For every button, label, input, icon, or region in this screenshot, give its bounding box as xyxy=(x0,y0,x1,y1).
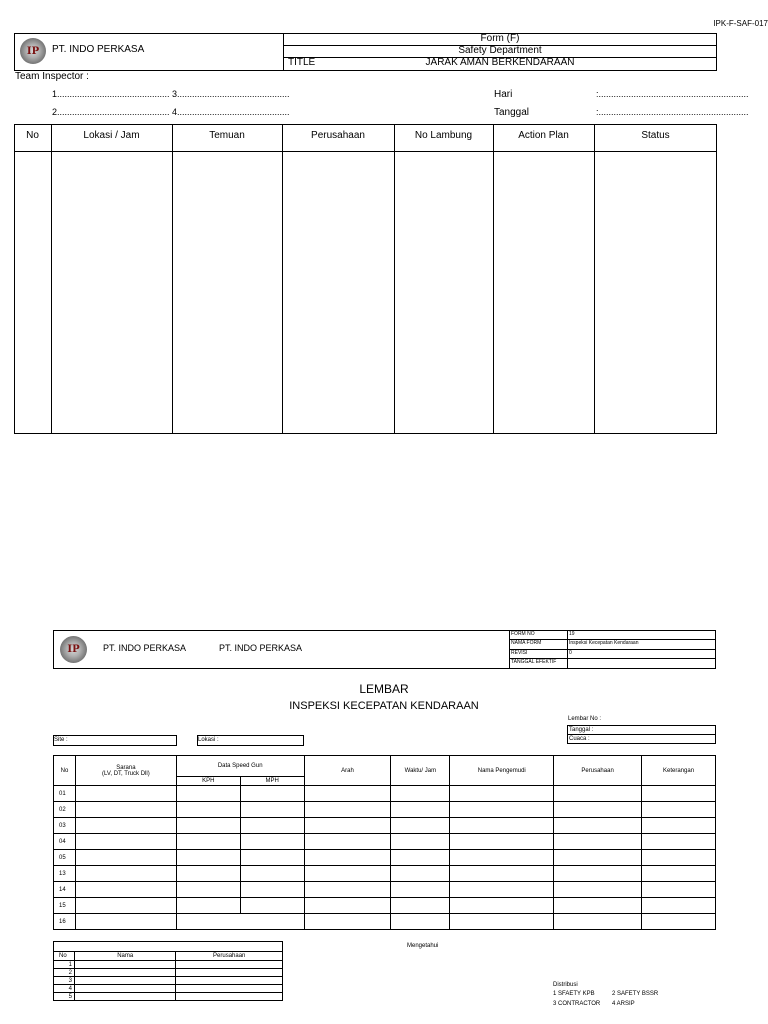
table-cell[interactable] xyxy=(391,802,450,818)
row-number: 02 xyxy=(54,802,76,818)
table-cell[interactable] xyxy=(304,818,391,834)
table-cell[interactable] xyxy=(176,914,304,930)
col-perusahaan-2: Perusahaan xyxy=(554,756,642,786)
sign-col-no: No xyxy=(54,952,75,961)
sign-col-perusahaan: Perusahaan xyxy=(176,952,283,961)
table-cell[interactable] xyxy=(75,866,176,882)
table-cell[interactable] xyxy=(391,818,450,834)
table-cell[interactable] xyxy=(450,818,554,834)
table-cell[interactable] xyxy=(450,914,554,930)
team-inspector-label: Team Inspector : xyxy=(15,71,89,82)
table-cell[interactable] xyxy=(642,802,716,818)
tanggal-field[interactable]: :............................................................ xyxy=(596,107,749,117)
table-cell[interactable] xyxy=(304,898,391,914)
site-label: Site : xyxy=(54,737,68,743)
col-header-temuan: Temuan xyxy=(209,130,245,141)
table-cell[interactable] xyxy=(304,850,391,866)
row-number: 05 xyxy=(54,850,76,866)
table-cell[interactable] xyxy=(391,898,450,914)
table-row xyxy=(54,802,716,818)
meta-value-nama-form: Inspeksi Kecepatan Kendaraan xyxy=(569,640,639,646)
table-cell[interactable] xyxy=(75,898,176,914)
table-cell[interactable] xyxy=(554,786,642,802)
table-cell[interactable] xyxy=(391,834,450,850)
distribusi-item-1: 1 SFAETY KPB xyxy=(553,991,595,997)
table-cell[interactable] xyxy=(75,818,176,834)
lembar-subheading: INSPEKSI KECEPATAN KENDARAAN xyxy=(289,700,479,712)
title-label: TITLE xyxy=(288,57,316,68)
table-cell[interactable] xyxy=(304,786,391,802)
table-cell[interactable] xyxy=(450,802,554,818)
table-cell[interactable] xyxy=(642,898,716,914)
table-cell[interactable] xyxy=(240,850,304,866)
meta-label-revisi: REVISI xyxy=(511,650,528,656)
col-header-no-lambung: No Lambung xyxy=(414,130,473,141)
table-row xyxy=(54,866,716,882)
table-cell[interactable] xyxy=(554,866,642,882)
cuaca-info[interactable]: Cuaca : xyxy=(569,736,590,742)
sign-row-number: 2 xyxy=(54,969,75,977)
sign-cell[interactable] xyxy=(176,977,283,985)
table-cell[interactable] xyxy=(642,786,716,802)
table-row xyxy=(54,914,716,930)
table-cell[interactable] xyxy=(240,834,304,850)
table-cell[interactable] xyxy=(75,786,176,802)
table-cell[interactable] xyxy=(75,882,176,898)
table-cell[interactable] xyxy=(391,850,450,866)
sign-col-nama: Nama xyxy=(74,952,175,961)
sign-cell[interactable] xyxy=(74,977,175,985)
table-row xyxy=(54,786,716,802)
table-cell[interactable] xyxy=(304,866,391,882)
inspector-line-4[interactable]: 4............................................. xyxy=(172,107,290,117)
table-cell[interactable] xyxy=(554,834,642,850)
table-cell[interactable] xyxy=(304,834,391,850)
table-cell[interactable] xyxy=(176,850,240,866)
col-pengemudi: Nama Pengemudi xyxy=(450,756,554,786)
sign-row xyxy=(54,969,283,977)
sign-cell[interactable] xyxy=(176,969,283,977)
inspector-line-3[interactable]: 3............................................. xyxy=(172,89,290,99)
col-sarana-1: Sarana xyxy=(116,764,136,771)
table-cell[interactable] xyxy=(554,850,642,866)
table-cell[interactable] xyxy=(176,866,240,882)
company-logo-icon-2: IP xyxy=(60,636,87,663)
sign-cell[interactable] xyxy=(74,993,175,1001)
meta-label-form-no: FORM NO xyxy=(511,631,535,637)
tanggal-label: Tanggal xyxy=(494,107,530,118)
title-value: JARAK AMAN BERKENDARAAN xyxy=(425,57,575,68)
table-cell[interactable] xyxy=(642,834,716,850)
tanggal-info[interactable]: Tanggal : xyxy=(569,727,594,733)
table-cell[interactable] xyxy=(642,850,716,866)
distribusi-item-4: 4 ARSIP xyxy=(612,1001,635,1007)
meta-value-form-no: 19 xyxy=(569,631,575,637)
table-cell[interactable] xyxy=(176,834,240,850)
table-cell[interactable] xyxy=(391,866,450,882)
table-cell[interactable] xyxy=(642,914,716,930)
site-field[interactable] xyxy=(53,735,177,746)
table-cell[interactable] xyxy=(240,786,304,802)
row-number: 04 xyxy=(54,834,76,850)
meta-label-nama-form: NAMA FORM xyxy=(511,640,542,646)
sign-row-number: 5 xyxy=(54,993,75,1001)
lembar-no: Lembar No : xyxy=(568,716,602,722)
mengetahui-label: Mengetahui xyxy=(407,943,439,949)
col-header-no: No xyxy=(26,130,39,141)
company-name: PT. INDO PERKASA xyxy=(52,44,145,55)
lembar-heading: LEMBAR xyxy=(359,682,409,696)
sign-row xyxy=(54,977,283,985)
table-row xyxy=(54,850,716,866)
col-waktu: Waktu/ Jam xyxy=(391,756,450,786)
col-header-lokasi: Lokasi / Jam xyxy=(83,130,140,141)
sign-cell[interactable] xyxy=(176,961,283,969)
table-cell[interactable] xyxy=(391,882,450,898)
table-cell[interactable] xyxy=(176,786,240,802)
speed-table xyxy=(53,755,716,930)
sign-row-number: 4 xyxy=(54,985,75,993)
table-cell[interactable] xyxy=(240,898,304,914)
table-cell[interactable] xyxy=(450,882,554,898)
col-no: No xyxy=(54,756,76,786)
table-cell[interactable] xyxy=(554,882,642,898)
table-cell[interactable] xyxy=(554,802,642,818)
form-code: IPK-F-SAF-017 xyxy=(713,19,768,28)
meta-value-revisi: 0 xyxy=(569,650,572,656)
table-cell[interactable] xyxy=(450,850,554,866)
col-kph: KPH xyxy=(176,777,240,786)
signature-table xyxy=(53,941,283,1001)
table-cell[interactable] xyxy=(304,914,391,930)
table-cell[interactable] xyxy=(450,866,554,882)
sign-cell[interactable] xyxy=(74,985,175,993)
table-cell[interactable] xyxy=(554,818,642,834)
hari-field[interactable]: :............................................................ xyxy=(596,89,749,99)
table-cell[interactable] xyxy=(75,914,176,930)
distribusi-label: Distribusi xyxy=(553,982,578,988)
table-row xyxy=(54,898,716,914)
table-cell[interactable] xyxy=(554,914,642,930)
col-header-perusahaan: Perusahaan xyxy=(311,130,365,141)
col-keterangan: Keterangan xyxy=(642,756,716,786)
table-cell[interactable] xyxy=(450,786,554,802)
table-cell[interactable] xyxy=(75,834,176,850)
table-cell[interactable] xyxy=(642,866,716,882)
table-cell[interactable] xyxy=(304,802,391,818)
table-cell[interactable] xyxy=(642,818,716,834)
table-cell[interactable] xyxy=(240,818,304,834)
table-cell[interactable] xyxy=(391,786,450,802)
distribusi-item-2: 2 SAFETY BSSR xyxy=(612,991,659,997)
distribusi-item-3: 3 CONTRACTOR xyxy=(553,1001,601,1007)
col-header-action-plan: Action Plan xyxy=(518,130,569,141)
company-name-2b: PT. INDO PERKASA xyxy=(219,643,303,653)
row-number: 13 xyxy=(54,866,76,882)
company-logo-icon: IP xyxy=(20,38,46,64)
table-cell[interactable] xyxy=(240,802,304,818)
table-cell[interactable] xyxy=(554,898,642,914)
table-cell[interactable] xyxy=(304,882,391,898)
col-mph: MPH xyxy=(240,777,304,786)
col-speed-gun: Data Speed Gun xyxy=(176,756,304,777)
meta-label-tanggal-efektif: TANGGAL EFEKTIF xyxy=(511,659,557,665)
table-cell[interactable] xyxy=(176,802,240,818)
col-sarana xyxy=(75,756,176,786)
company-name-2a: PT. INDO PERKASA xyxy=(103,643,187,653)
inspection-table xyxy=(14,124,717,434)
inspector-line-2[interactable]: 2............................................. xyxy=(52,107,170,117)
col-sarana-2: (LV, DT, Truck Dll) xyxy=(102,770,150,777)
table-cell[interactable] xyxy=(240,882,304,898)
sign-row-number: 1 xyxy=(54,961,75,969)
sign-cell[interactable] xyxy=(74,961,175,969)
inspector-line-1[interactable]: 1............................................. xyxy=(52,89,170,99)
row-number: 01 xyxy=(54,786,76,802)
table-cell[interactable] xyxy=(75,802,176,818)
row-number: 16 xyxy=(54,914,76,930)
table-row xyxy=(54,882,716,898)
sign-cell[interactable] xyxy=(176,985,283,993)
col-header-status: Status xyxy=(641,130,670,141)
col-arah: Arah xyxy=(304,756,391,786)
table-cell[interactable] xyxy=(642,882,716,898)
hari-label: Hari xyxy=(494,89,513,100)
sign-cell[interactable] xyxy=(176,993,283,1001)
table-cell[interactable] xyxy=(450,898,554,914)
row-number: 14 xyxy=(54,882,76,898)
table-cell[interactable] xyxy=(75,850,176,866)
table-cell[interactable] xyxy=(176,898,240,914)
row-number: 03 xyxy=(54,818,76,834)
table-cell[interactable] xyxy=(176,818,240,834)
table-cell[interactable] xyxy=(450,834,554,850)
table-row xyxy=(54,834,716,850)
department-label: Safety Department xyxy=(458,45,542,56)
table-cell[interactable] xyxy=(240,866,304,882)
table-cell[interactable] xyxy=(391,914,450,930)
form-label: Form (F) xyxy=(480,33,520,44)
lokasi-label: Lokasi : xyxy=(198,737,219,743)
table-row xyxy=(54,818,716,834)
sign-row xyxy=(54,961,283,969)
sign-cell[interactable] xyxy=(74,969,175,977)
sign-row xyxy=(54,985,283,993)
row-number: 15 xyxy=(54,898,76,914)
sign-row xyxy=(54,993,283,1001)
sign-row-number: 3 xyxy=(54,977,75,985)
table-cell[interactable] xyxy=(176,882,240,898)
